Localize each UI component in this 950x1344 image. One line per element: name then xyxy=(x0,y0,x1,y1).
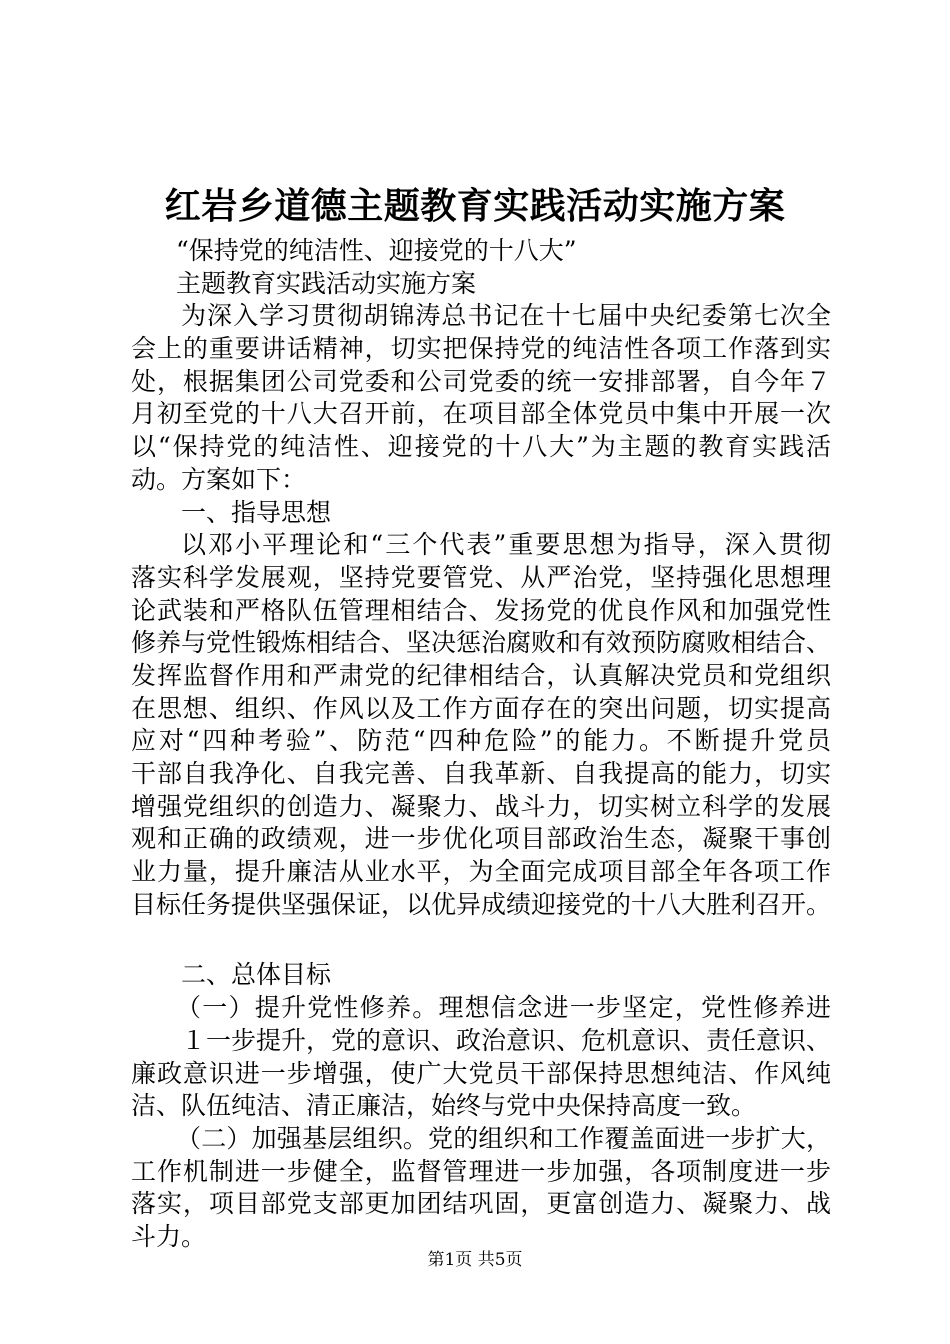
paragraph-gap xyxy=(131,921,831,959)
section2-item2-line: 工作机制进一步健全，监督管理进一步加强，各项制度进一步 xyxy=(131,1156,831,1186)
subtitle-line-1: “保持党的纯洁性、迎接党的十八大” xyxy=(176,236,577,265)
section1-line: 发挥监督作用和严肃党的纪律相结合，认真解决党员和党组织 xyxy=(131,660,831,690)
section2-item1-line: １一步提升，党的意识、政治意识、危机意识、责任意识、 xyxy=(181,1025,832,1055)
intro-line: 月初至党的十八大召开前，在项目部全体党员中集中开展一次 xyxy=(131,399,831,429)
section2-item1-line: 廉政意识进一步增强，使广大党员干部保持思想纯洁、作风纯 xyxy=(131,1058,831,1088)
section1-line: 在思想、组织、作风以及工作方面存在的突出问题，切实提高 xyxy=(131,693,831,723)
section2-item2-line: （二）加强基层组织。党的组织和工作覆盖面进一步扩大， xyxy=(176,1123,831,1153)
intro-line: 以“保持党的纯洁性、迎接党的十八大”为主题的教育实践活 xyxy=(131,432,831,462)
page-number-footer: 第1页 共5页 xyxy=(427,1250,523,1270)
document-title: 红岩乡道德主题教育实践活动实施方案 xyxy=(164,185,786,227)
intro-line: 为深入学习贯彻胡锦涛总书记在十七届中央纪委第七次全 xyxy=(181,301,831,331)
section-heading-guiding-thought: 一、指导思想 xyxy=(181,497,332,527)
intro-line: 动。方案如下： xyxy=(131,464,307,494)
intro-line: 会上的重要讲话精神，切实把保持党的纯洁性各项工作落到实 xyxy=(131,334,831,364)
section1-line: 观和正确的政绩观，进一步优化项目部政治生态，凝聚干事创 xyxy=(131,824,831,854)
intro-line: 处，根据集团公司党委和公司党委的统一安排部署，自今年７ xyxy=(131,366,831,396)
section2-item1-line: 洁、队伍纯洁、清正廉洁，始终与党中央保持高度一致。 xyxy=(131,1091,757,1121)
section1-line: 应对“四种考验”、防范“四种危险”的能力。不断提升党员 xyxy=(131,726,831,756)
section2-item2-line: 落实，项目部党支部更加团结巩固，更富创造力、凝聚力、战 xyxy=(131,1189,831,1219)
section1-line: 落实科学发展观，坚持党要管党、从严治党，坚持强化思想理 xyxy=(131,562,831,592)
section2-item2-line: 斗力。 xyxy=(131,1221,207,1251)
section1-line: 干部自我净化、自我完善、自我革新、自我提高的能力，切实 xyxy=(131,759,831,788)
section1-line: 修养与党性锻炼相结合、坚决惩治腐败和有效预防腐败相结合、 xyxy=(131,628,832,658)
section1-line: 目标任务提供坚强保证，以优异成绩迎接党的十八大胜利召开。 xyxy=(131,889,832,919)
document-body xyxy=(131,235,831,1254)
section1-line: 以邓小平理论和“三个代表”重要思想为指导，深入贯彻 xyxy=(181,530,831,560)
section1-line: 增强党组织的创造力、凝聚力、战斗力，切实树立科学的发展 xyxy=(131,791,831,821)
subtitle-line-2: 主题教育实践活动实施方案 xyxy=(176,268,477,298)
section1-line: 论武装和严格队伍管理相结合、发扬党的优良作风和加强党性 xyxy=(131,595,831,625)
section-heading-overall-goals: 二、总体目标 xyxy=(181,960,332,990)
section2-item1-line: （一）提升党性修养。理想信念进一步坚定，党性修养进 xyxy=(176,993,831,1023)
section1-line: 业力量，提升廉洁从业水平，为全面完成项目部全年各项工作 xyxy=(131,857,831,887)
